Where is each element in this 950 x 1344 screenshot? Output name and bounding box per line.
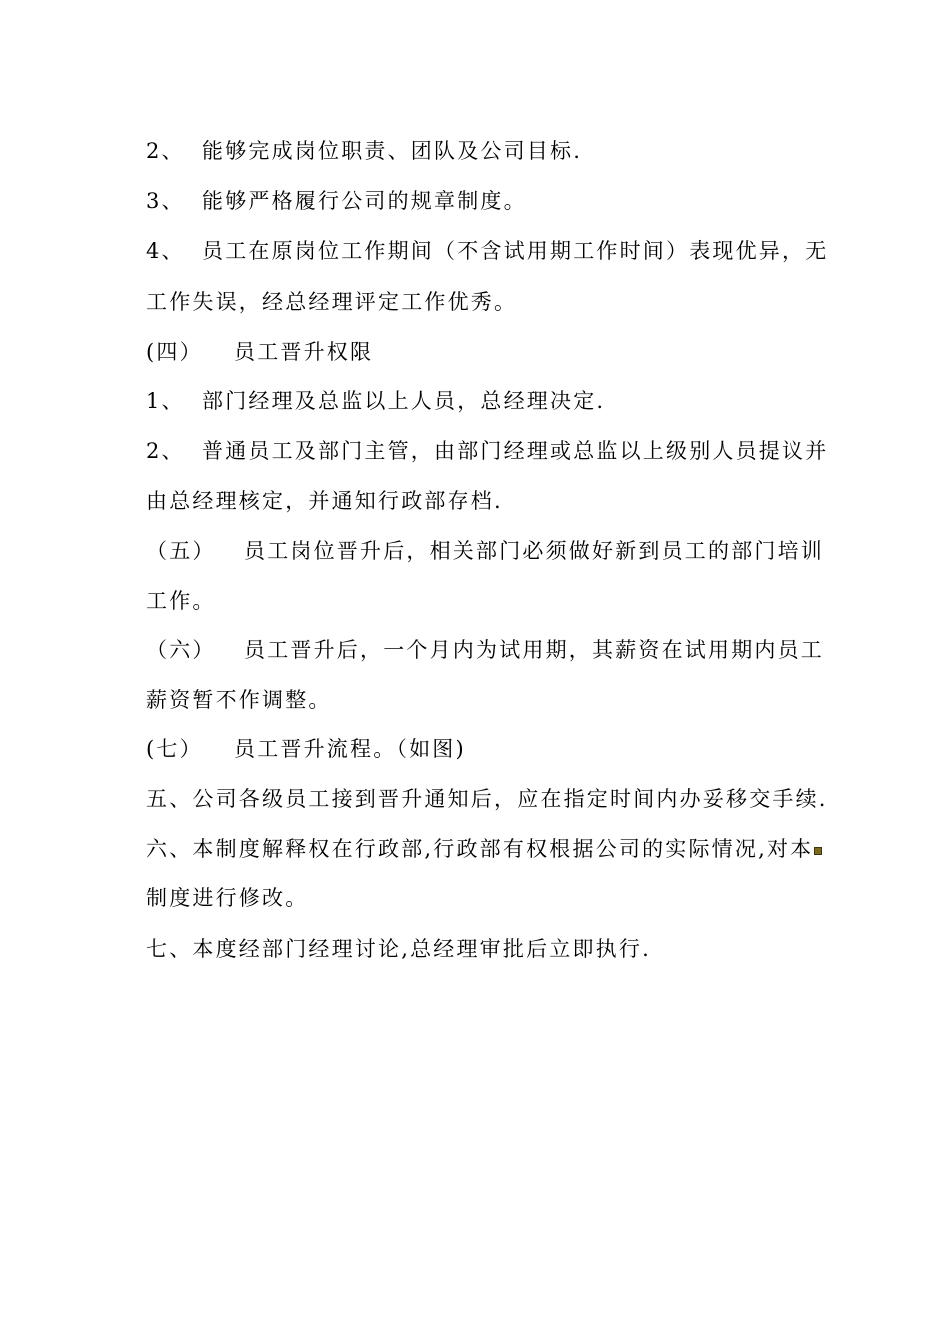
item-3-rules	[146, 186, 527, 216]
section-title: 员工晋升流程。（如图)	[234, 737, 466, 761]
item-number: 2、	[146, 439, 185, 463]
section-number: (四）	[146, 340, 203, 364]
clause-6-continuation	[146, 883, 308, 913]
item-text: 工作失误，经总经理评定工作优秀。	[146, 290, 518, 314]
section-text: 员工岗位晋升后，相关部门必须做好新到员工的部门培训	[244, 539, 824, 563]
section-number: （五）	[146, 539, 216, 563]
item-2-goals	[146, 136, 582, 166]
clause-6-paragraph	[146, 834, 822, 864]
clause-text: 制度进行修改。	[146, 886, 309, 910]
item-text: 能够完成岗位职责、团队及公司目标.	[202, 139, 583, 163]
section-title: 员工晋升权限	[234, 340, 374, 364]
section-number: （六）	[146, 638, 216, 662]
section-text: 薪资暂不作调整。	[146, 688, 332, 712]
item-text: 普通员工及部门主管，由部门经理或总监以上级别人员提议并	[202, 439, 829, 463]
clause-text: 五、公司各级员工接到晋升通知后，应在指定时间内办妥移交手续.	[146, 787, 828, 811]
item-2-continuation	[146, 486, 503, 516]
clause-7-paragraph	[146, 934, 651, 964]
clause-5-paragraph	[146, 784, 828, 814]
item-text: 员工在原岗位工作期间（不含试用期工作时间）表现优异，无	[202, 239, 829, 263]
section-6-continuation	[146, 685, 332, 715]
section-text: 员工晋升后，一个月内为试用期，其薪资在试用期内员工	[244, 638, 824, 662]
section-7-heading	[146, 734, 466, 764]
section-5-continuation	[146, 586, 216, 616]
item-4-continuation	[146, 287, 517, 317]
item-2-authority	[146, 436, 828, 466]
section-text: 工作。	[146, 589, 216, 613]
item-number: 3、	[146, 189, 185, 213]
clause-text: 七、本度经部门经理讨论,总经理审批后立即执行.	[146, 937, 651, 961]
item-1-authority	[146, 386, 605, 416]
item-text: 能够严格履行公司的规章制度。	[202, 189, 527, 213]
paragraph-marker-icon	[814, 847, 822, 855]
item-text: 由总经理核定，并通知行政部存档.	[146, 489, 503, 513]
section-6-paragraph	[146, 635, 824, 665]
item-4-performance	[146, 236, 828, 266]
section-4-heading	[146, 337, 373, 367]
item-number: 1、	[146, 389, 185, 413]
clause-text: 六、本制度解释权在行政部,行政部有权根据公司的实际情况,对本	[146, 837, 814, 861]
section-number: (七）	[146, 737, 203, 761]
item-text: 部门经理及总监以上人员，总经理决定.	[202, 389, 606, 413]
item-number: 4、	[146, 239, 185, 263]
item-number: 2、	[146, 139, 185, 163]
section-5-paragraph	[146, 536, 824, 566]
